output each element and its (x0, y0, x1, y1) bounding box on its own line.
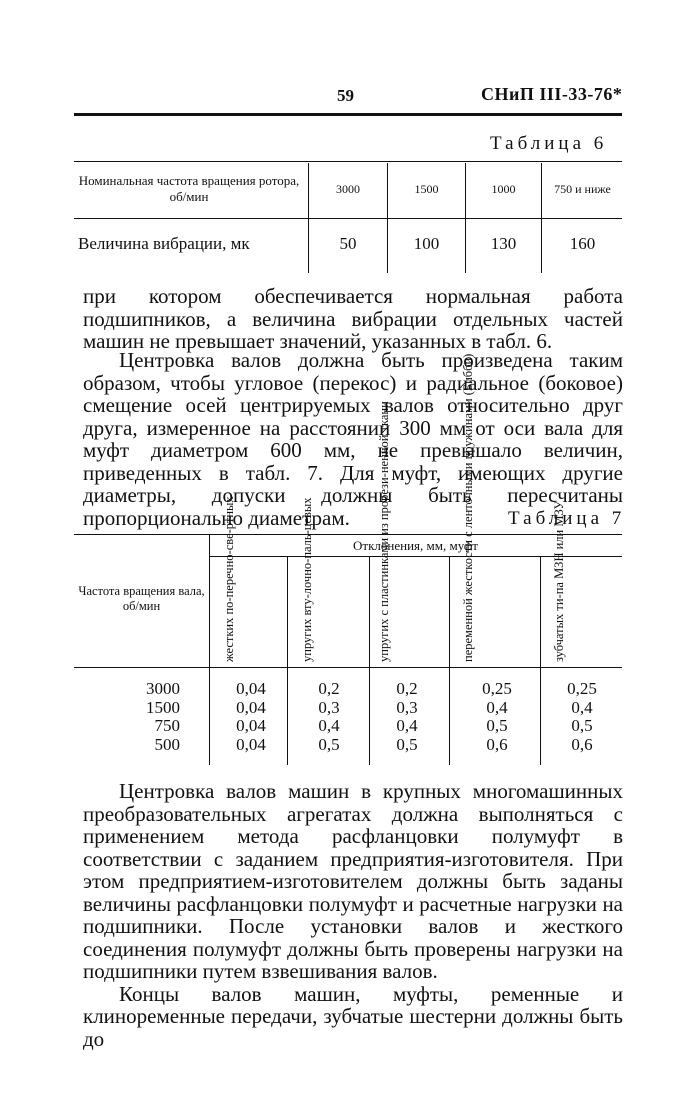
table7-col-header: упругих с пластинками из прорези-ненной ткани (377, 401, 391, 662)
table6-col-header: 750 и ниже (554, 182, 611, 196)
table7-col-header: зубчатых ти-па МЗН или МЗУ (552, 500, 566, 662)
paragraph (83, 780, 623, 1050)
table7-col-header: упругих вту-лочно-паль-цевых (300, 497, 314, 662)
table7-column (547, 680, 617, 754)
table6-row-label-speed: Номинальная частота вращения ротора, об/мин (78, 173, 300, 204)
table7-cell: 0,5 (571, 716, 593, 735)
table7-cell: 0,04 (236, 679, 266, 698)
table7-cell: 0,4 (396, 716, 418, 735)
paragraph-text: при котором обеспечивается нормальная работа подшипников, а величина вибрации отдельных частей машин не превышает значений, указанных в табл. 6. (83, 284, 623, 353)
table7-cell: 0,4 (486, 697, 508, 717)
table7-cell: 0,04 (236, 716, 266, 735)
table7-cell: 0,25 (482, 679, 512, 698)
document-code: СНиП III-33-76* (481, 84, 623, 104)
table7-col-divider (287, 557, 288, 765)
table7-cell: 0,5 (486, 716, 508, 735)
table7-cell: 0,6 (571, 734, 593, 754)
table6-col-header: 1500 (414, 182, 439, 196)
table7-col-divider (369, 557, 370, 765)
paragraph (83, 348, 626, 530)
table7-cell: 0,04 (236, 697, 266, 717)
table7-column (372, 680, 442, 754)
table7-col-divider (209, 535, 210, 765)
header-rule (74, 113, 622, 116)
table6-row-label-vibration: Величина вибрации, мк (78, 234, 250, 253)
table6-middle-rule (74, 218, 622, 219)
table7-col-divider (540, 557, 541, 765)
table6-top-rule (74, 161, 622, 162)
table7-cell: 0,3 (396, 697, 418, 717)
table6-col-header: 1000 (491, 182, 516, 196)
table7-col-header: жестких по-перечно-све-ртных (222, 496, 236, 662)
table6-cell: 50 (339, 234, 357, 253)
table7-cell: 0,5 (396, 734, 418, 754)
table6-col-divider (387, 163, 388, 273)
table7-frequency-cell: 750 (154, 716, 180, 735)
table7-frequency-cell: 3000 (146, 679, 180, 698)
paragraph-text: Концы валов машин, муфты, ременные и клиноременные передачи, зубчатые шестерни должны быть до (83, 981, 623, 1051)
table7-group-header: Отклонения, мм, муфт (353, 538, 478, 553)
table7-cell: 0,2 (318, 679, 340, 698)
table7-cell: 0,4 (571, 697, 593, 717)
table7-title: Таблица 7 (508, 508, 626, 529)
table7-column (216, 680, 286, 754)
paragraph-text: Центровка валов машин в крупных многомашинных преобразовательных агрегатах должна выполняться с применением метода расфланцовки полумуфт в соответствии с заданием предприятия-изготовителя. При этом предприятием-изготовителем должны быть заданы величины расфланцовки полумуфт и расчетные нагрузки на подшипники. После установки валов и жесткого соединения полумуфт должны быть проверены нагрузки на подшипники путем взвешивания валов. (83, 779, 623, 983)
table6-col-divider (541, 163, 542, 273)
table7-cell: 0,5 (318, 734, 340, 754)
table7-row-header: Частота вращения вала, об/мин (78, 584, 205, 613)
table7-frequency-cell: 500 (154, 734, 180, 754)
table7-frequency-cell: 1500 (146, 697, 180, 717)
table7-cell: 0,2 (396, 679, 418, 698)
table7-col-divider (449, 557, 450, 765)
table7-top-rule (74, 534, 622, 535)
table7-cell: 0,25 (567, 679, 597, 698)
table6-cell: 160 (569, 234, 596, 253)
table6-cell: 100 (413, 234, 440, 253)
table6-col-divider (308, 163, 309, 273)
table7-frequency-column (100, 680, 180, 754)
paragraph-text: Центровка валов должна быть произведена таким образом, чтобы угловое (перекос) и радиальное (боковое) смещение осей центрируемых валов относительно друг друга, измеренное на расстоянии 300 мм от оси вала для муфт диаметром 600 мм, не превышало величин, приведенных в табл. 7. Для муфт, имеющих другие диаметры, допуски должны быть пересчитаны пропорционально диаметрам. (83, 348, 623, 530)
table6-col-header: 3000 (336, 182, 360, 196)
table7-cell: 0,4 (318, 716, 340, 735)
page-number: 59 (337, 86, 354, 105)
table6-col-divider (465, 163, 466, 273)
paragraph (83, 285, 623, 353)
table7-cell: 0,04 (236, 734, 266, 754)
table7-cell: 0,6 (486, 734, 508, 754)
table7-column (294, 680, 364, 754)
table7-cell: 0,3 (318, 697, 340, 717)
table7-col-header: переменной жесткости с ленточными пружинами (Бибби) (461, 353, 475, 662)
table7-column (462, 680, 532, 754)
table6-cell: 130 (490, 234, 517, 253)
table6-title: Таблица 6 (490, 133, 608, 154)
